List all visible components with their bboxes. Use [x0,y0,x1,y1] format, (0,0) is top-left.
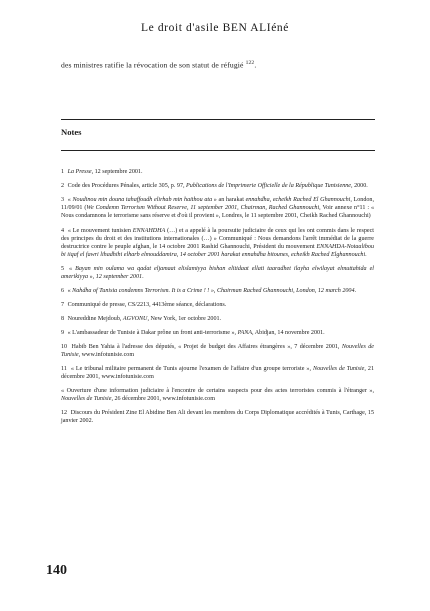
note-italic: Nouvelles de Tunisie [313,366,365,373]
notes-heading: Notes [61,127,82,137]
note-italic: PANA [237,329,253,336]
note-text: « Le tribunal militaire permanent de Tunis ajourne l'examen de l'affaire d'un groupe terroriste », [70,366,313,373]
note-number: 6 [61,287,65,294]
note-text: Habib Ben Yahia à l'adresse des députés, « Projet de budget des Affaires étrangères », 7 décembre 2001, [71,343,342,350]
note-text: « [69,265,76,272]
note-text: , 21 décembre 2001, www.infotunisie.com [61,366,375,381]
intro-paragraph [61,60,381,70]
note-3 [61,196,374,220]
intro-text: des ministres ratifie la révocation de son statut de réfugié [61,60,244,70]
note-italic: 12 september 2001 [95,273,143,280]
note-text: « L'ambassadeur de Tunisie à Dakar prône un front anti-terrorisme », [67,329,238,336]
note-11-continued [61,387,374,403]
note-number: 11 [61,366,67,373]
note-italic: Nouvelles de Tunisie [61,343,374,358]
note-number: 7 [61,302,65,309]
notes-top-rule [61,119,375,120]
note-text: », [88,273,96,280]
note-italic: Nouvelles de Tunisie [61,396,112,403]
intro-end: . [254,60,257,70]
note-italic: ENNAHDA-Notaalibou bi iiqaf el fawri lihadhihi elharb elmouddamira, 14 october 2001 harakat ennahdha bitounes, echeikh Rached Elghannouchi [61,243,374,258]
note-text: , Abidjan, 14 novembre 2001. [252,329,325,336]
note-10 [61,343,374,359]
note-text: Communiqué de presse, CS/2213, 4413ème séance, déclarations. [67,302,227,309]
note-number: 8 [61,315,65,322]
note-text: , New York, 1er octobre 2001. [147,315,222,322]
notes-list [61,168,374,432]
note-number: 10 [61,343,68,350]
running-head: Le droit d'asile BEN ALIéné [141,22,289,34]
note-italic: La Presse [67,169,92,175]
note-number: 1 [61,169,65,175]
note-text: « Ouverture d'une information judiciaire à l'encontre de certains suspects pour des actes terroristes commis à l'étranger », [61,388,374,395]
note-text: (…) et a appelé à la poursuite judiciaire de ceux qui les ont commis dans le respect des principes du droit et des institutions internationales (…) » Communiqué : Nous demandons l'arrêt immédiat de la guerre destructrice contre le peuple afghan, le 14 octobre 2001 Rashid Ghannouchi, Président du mouvement [61,227,375,250]
note-text: Discours du Président Zine El Abidine Ben Ali devant les membres du Corps Diplomatique accrédités à Tunis, Carthage, 15 janvier 2002. [61,410,374,425]
note-number: 5 [61,265,65,272]
note-8 [61,315,374,323]
note-text: . [365,251,367,258]
note-number: 9 [61,329,65,336]
note-text: , London, 11/09/01 ( [61,197,374,212]
note-text: . [142,273,144,280]
note-italic: Noudinou min douna tahaffoudh elirhab min haithou ata [72,197,213,204]
note-6 [61,287,374,295]
note-text: Noureddine Mejdoub, [67,315,123,322]
note-italic: ennahdha, echeikh Rached El Ghannouchi [245,197,351,204]
note-number: 3 [61,197,65,204]
note-text: Code des Procédures Pénales, article 305, p. 97, [67,183,187,190]
note-text: , 2000. [351,183,368,190]
note-number: 4 [61,227,65,234]
note-text: , www.infotunisie.com [78,351,135,358]
footnote-ref: 122 [245,60,255,66]
note-text: « [67,197,73,204]
note-4 [61,227,374,259]
note-italic: We Condemn Terrorism Without Reserve, 11 september 2001, Chairman, Rached Ghannouchi [86,205,320,212]
page-number: 140 [46,563,67,578]
note-text: « Le mouvement tunisien [67,227,133,234]
note-italic: ENNAHDHA [132,227,166,234]
note-2 [61,182,374,190]
note-italic: AGVONU [122,315,148,322]
note-7 [61,301,374,309]
note-text: , 26 décembre 2001, www.infotunisie.com [111,396,215,403]
note-5 [61,265,374,281]
note-text: , 12 septembre 2001. [91,169,143,175]
note-9 [61,329,374,337]
note-italic: Bayan min oulama wa qadat eljamaat elislamiyya bishan elitidaat ellati taaradhet ilayha elwilayat elmuttahida el amerikiyya [61,265,374,280]
note-1 [61,168,374,176]
notes-divider [61,150,375,151]
note-text: » an harakat [212,197,246,204]
note-number: 12 [61,410,68,417]
note-italic: Nahdha of Tunisia condemns Terrorism. It is a Crime ! ! », Chairman Rached Ghannouchi, London, 12 march 2004 [72,287,355,294]
note-11 [61,365,374,381]
note-text: . [354,287,357,294]
note-text: , Voir annexe n°11 : « Nous condamnons le terrorisme sans réserve et d'où il provient », Londres, le 11 septembre 2001, Cheikh Rached Ghannouchi) [61,205,375,220]
note-italic: Publications de l'Imprimerie Officielle de la République Tunisienne [186,183,352,190]
note-text: « [67,287,73,294]
note-12 [61,409,374,425]
note-number: 2 [61,183,65,190]
